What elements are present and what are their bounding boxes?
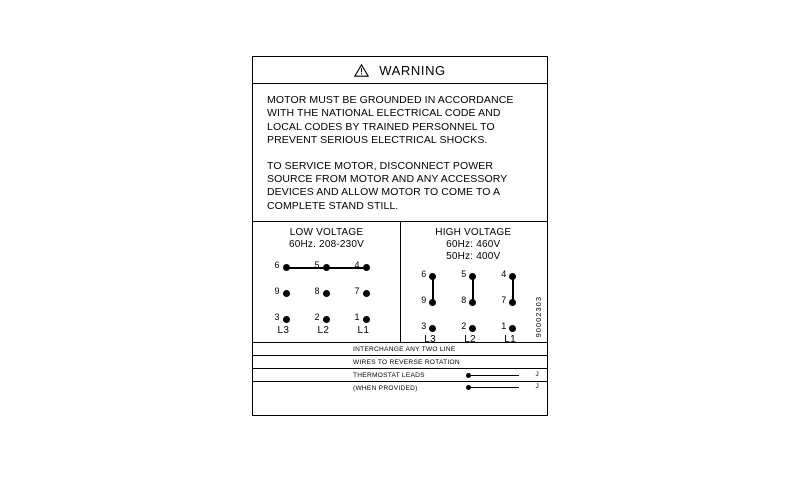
warning-triangle-icon: [354, 64, 369, 77]
high-lead-label-1: 1: [501, 321, 507, 332]
high-lead-label-8: 8: [461, 295, 467, 306]
note-when-provided: [253, 382, 547, 396]
thermostat-lead-line-1: [471, 375, 519, 376]
high-lead-label-3: 3: [421, 321, 427, 332]
high-lead-dot-2: [469, 325, 476, 332]
high-lead-label-6: 6: [421, 269, 427, 280]
high-voltage-title: HIGH VOLTAGE: [435, 227, 512, 239]
low-lead-dot-3: [283, 316, 290, 323]
low-lead-dot-6: [283, 264, 290, 271]
low-lead-label-2: 2: [314, 312, 320, 323]
note-thermostat-leads: [253, 369, 547, 382]
thermostat-lead-2: [463, 382, 541, 396]
wiring-diagrams: [253, 222, 547, 346]
high-lead-dot-3: [429, 325, 436, 332]
low-lead-label-6: 6: [274, 260, 280, 271]
warning-paragraph-service: TO SERVICE MOTOR, DISCONNECT POWER SOURCE FROM MOTOR AND ANY ACCESSORY DEVICES AND ALLOW MOTOR TO COME TO A COMPLETE STAND STILL.: [267, 159, 508, 212]
warning-paragraph-grounding: MOTOR MUST BE GROUNDED IN ACCORDANCE WITH THE NATIONAL ELECTRICAL CODE AND LOCAL CODES BY TRAINED PERSONNEL TO PREVENT SERIOUS ELECTRICAL SHOCKS.: [267, 94, 514, 147]
note-when-provided-text: (WHEN PROVIDED): [353, 385, 418, 393]
note-reverse-rotation: WIRES TO REVERSE ROTATION: [253, 356, 547, 369]
low-lead-label-4: 4: [354, 260, 360, 271]
low-lead-label-7: 7: [354, 286, 360, 297]
motor-nameplate-label: [252, 56, 548, 416]
low-lead-dot-7: [363, 290, 370, 297]
high-lead-label-9: 9: [421, 295, 427, 306]
low-voltage-panel: [253, 222, 401, 342]
low-lead-dot-5: [323, 264, 330, 271]
note-thermostat-leads-text: THERMOSTAT LEADS: [353, 372, 425, 380]
high-lead-label-7: 7: [501, 295, 507, 306]
high-voltage-diagram: [421, 264, 525, 346]
high-lead-label-4: 4: [501, 269, 507, 280]
low-lead-dot-4: [363, 264, 370, 271]
thermostat-terminal-label-2: J: [535, 383, 539, 391]
high-voltage-spec-2: 50Hz: 400V: [446, 251, 501, 263]
high-lead-dot-1: [509, 325, 516, 332]
high-lead-label-2: 2: [461, 321, 467, 332]
warning-header: [253, 57, 547, 84]
thermostat-terminal-label-1: J: [535, 371, 539, 379]
high-jumper-6-9: [432, 276, 433, 302]
drawing-code: 90002303: [533, 295, 543, 338]
high-jumper-4-7: [512, 276, 513, 302]
low-lead-label-5: 5: [314, 260, 320, 271]
warning-title: WARNING: [379, 62, 446, 78]
high-terminal-L2: L2: [464, 334, 476, 346]
low-lead-dot-9: [283, 290, 290, 297]
low-terminal-L1: L1: [357, 325, 370, 337]
low-lead-label-3: 3: [274, 312, 280, 323]
thermostat-lead-line-2: [471, 387, 519, 388]
low-terminal-L3: L3: [277, 325, 290, 337]
low-lead-dot-8: [323, 290, 330, 297]
low-lead-label-8: 8: [314, 286, 320, 297]
high-terminal-L3: L3: [424, 334, 436, 346]
low-lead-label-9: 9: [274, 286, 280, 297]
low-lead-dot-2: [323, 316, 330, 323]
high-jumper-5-8: [472, 276, 473, 302]
warning-text-block: [253, 84, 547, 222]
low-voltage-title: LOW VOLTAGE: [289, 227, 364, 239]
low-voltage-spec-1: 60Hz. 208-230V: [288, 239, 365, 251]
thermostat-lead-1: [463, 369, 541, 381]
low-lead-label-1: 1: [354, 312, 360, 323]
low-voltage-diagram: [275, 255, 379, 337]
low-terminal-L2: L2: [317, 325, 330, 337]
note-interchange-lines: INTERCHANGE ANY TWO LINE: [253, 343, 547, 356]
high-voltage-spec-1: 60Hz: 460V: [446, 239, 501, 251]
high-voltage-panel: [401, 222, 546, 346]
low-lead-dot-1: [363, 316, 370, 323]
high-terminal-L1: L1: [504, 334, 516, 346]
high-lead-label-5: 5: [461, 269, 467, 280]
